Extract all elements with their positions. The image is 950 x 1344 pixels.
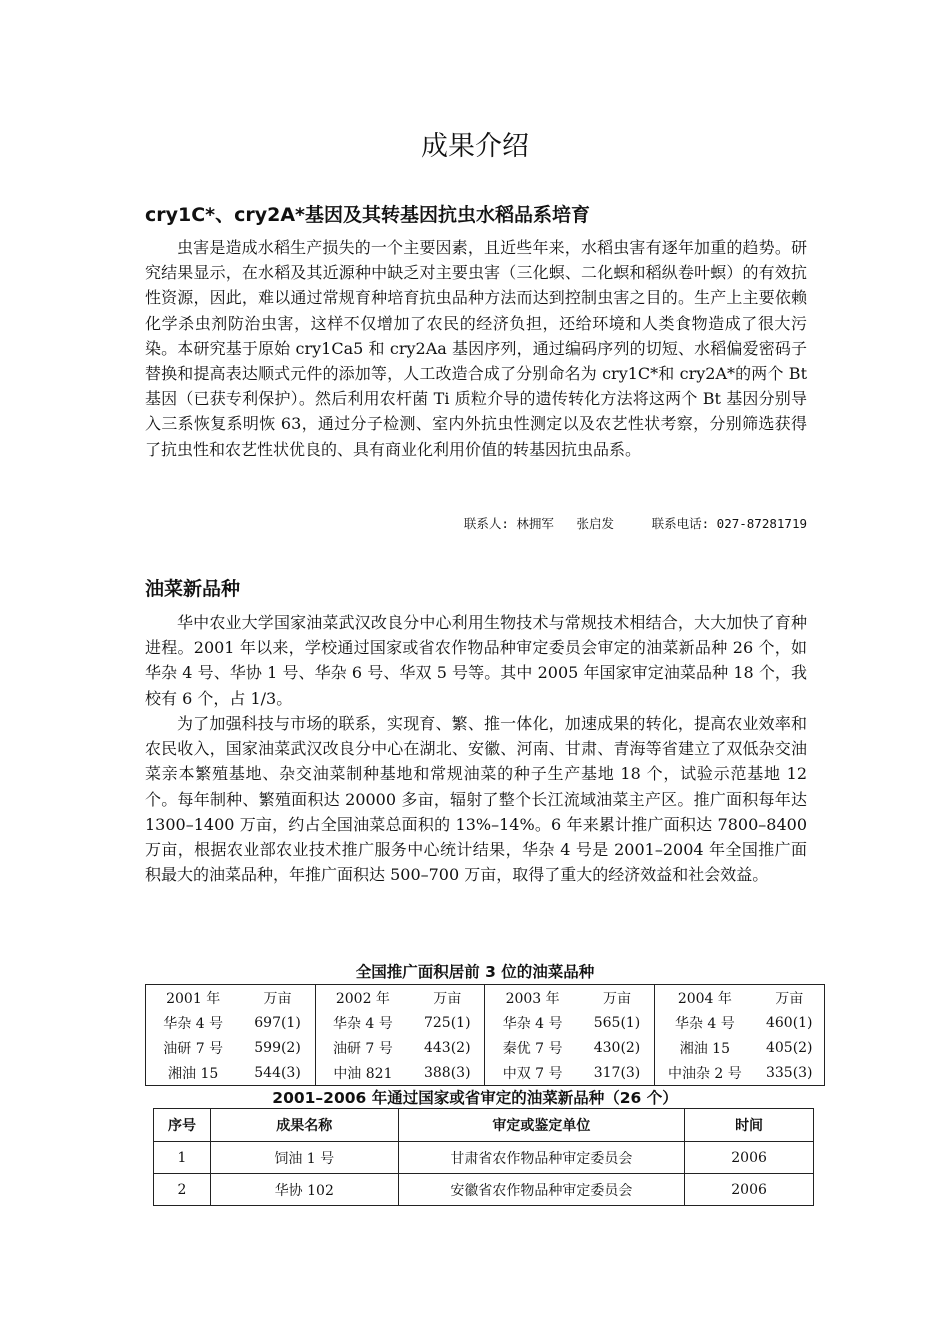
unit-label: 万亩 <box>240 985 315 1011</box>
table-row <box>154 1142 814 1174</box>
table-cell: 2 <box>154 1174 211 1206</box>
table-row <box>154 1174 814 1206</box>
variety-area: 544(3) <box>240 1060 315 1086</box>
year-label: 2002 年 <box>335 990 390 1007</box>
contact-line: 联系人: 林拥军 张启发 联系电话: 027-87281719 <box>463 516 807 531</box>
table-cell: 甘肃省农作物品种审定委员会 <box>398 1142 685 1174</box>
variety-area: 697(1) <box>240 1010 315 1035</box>
variety-name: 华杂 4 号 <box>332 1015 393 1032</box>
variety-name: 中油 821 <box>333 1065 393 1082</box>
variety-area: 388(3) <box>410 1060 485 1086</box>
variety-name: 华杂 4 号 <box>163 1015 224 1032</box>
variety-name: 油研 7 号 <box>332 1040 393 1057</box>
table-header-row <box>146 985 825 1011</box>
year-label: 2003 年 <box>505 990 560 1007</box>
unit-label: 万亩 <box>775 990 804 1007</box>
table-cell: 华协 102 <box>210 1174 398 1206</box>
table-cell: 2006 <box>685 1174 814 1206</box>
varieties-table <box>153 1108 814 1206</box>
variety-area: 430(2) <box>580 1035 655 1060</box>
rapeseed-paragraph-1: 华中农业大学国家油菜武汉改良分中心利用生物技术与常规技术相结合，大大加快了育种进程。2001 年以来，学校通过国家或省农作物品种审定委员会审定的油菜新品种 26 个，如华杂 4 号、华协 1 号、华杂 6 号、华双 5 号等。其中 2005 年国家审定油菜品种 18 个，我校有 6 个，占 1/3。 <box>145 613 807 708</box>
section-title-rice: cry1C*、cry2A*基因及其转基因抗虫水稻品系培育 <box>145 204 590 226</box>
table-row <box>146 1060 825 1086</box>
section-title-rapeseed: 油菜新品种 <box>145 578 241 600</box>
variety-name: 秦优 7 号 <box>502 1040 563 1057</box>
page-title: 成果介绍 <box>421 131 529 162</box>
variety-name: 湘油 15 <box>168 1065 219 1082</box>
rice-paragraph: 虫害是造成水稻生产损失的一个主要因素，且近些年来，水稻虫害有逐年加重的趋势。研究结果显示，在水稻及其近源种中缺乏对主要虫害（三化螟、二化螟和稻纵卷叶螟）的有效抗性资源，因此，难以通过常规育种培育抗虫品种方法而达到控制虫害之目的。生产上主要依赖化学杀虫剂防治虫害，这样不仅增加了农民的经济负担，还给环境和人类食物造成了很大污染。本研究基于原始 cry1Ca5 和 cry2Aa 基因序列，通过编码序列的切短、水稻偏爱密码子替换和提高表达顺式元件的添加等，人工改造合成了分别命名为 cry1C*和 cry2A*的两个 Bt 基因（已获专利保护）。然后利用农杆菌 Ti 质粒介导的遗传转化方法将这两个 Bt 基因分别导入三系恢复系明恢 63，通过分子检测、室内外抗虫性测定以及农艺性状考察，分别筛选获得了抗虫性和农艺性状优良的、具有商业化利用价值的转基因抗虫品系。 <box>145 238 807 459</box>
table-header-row <box>154 1109 814 1142</box>
top3-table <box>145 984 825 1086</box>
variety-name: 油研 7 号 <box>163 1040 224 1057</box>
variety-area: 565(1) <box>580 1010 655 1035</box>
top3-table-caption: 全国推广面积居前 3 位的油菜品种 <box>355 963 595 981</box>
variety-name: 华杂 4 号 <box>502 1015 563 1032</box>
column-header: 成果名称 <box>210 1109 398 1142</box>
table-cell: 1 <box>154 1142 211 1174</box>
unit-label: 万亩 <box>410 985 485 1011</box>
variety-name: 华杂 4 号 <box>674 1015 735 1032</box>
variety-area: 335(3) <box>765 1064 813 1081</box>
unit-label: 万亩 <box>580 985 655 1011</box>
variety-name: 中油杂 2 号 <box>667 1065 742 1082</box>
year-label: 2004 年 <box>677 990 732 1007</box>
table-cell: 安徽省农作物品种审定委员会 <box>398 1174 685 1206</box>
table-cell: 饲油 1 号 <box>210 1142 398 1174</box>
table-row <box>146 1035 825 1060</box>
variety-area: 599(2) <box>240 1035 315 1060</box>
variety-name: 湘油 15 <box>679 1040 730 1057</box>
variety-area: 443(2) <box>410 1035 485 1060</box>
column-header: 审定或鉴定单位 <box>398 1109 685 1142</box>
rapeseed-paragraph-2: 为了加强科技与市场的联系，实现育、繁、推一体化，加速成果的转化，提高农业效率和农民收入，国家油菜武汉改良分中心在湖北、安徽、河南、甘肃、青海等省建立了双低杂交油菜亲本繁殖基地、杂交油菜制种基地和常规油菜的种子生产基地 18 个，试验示范基地 12 个。每年制种、繁殖面积达 20000 多亩，辐射了整个长江流域油菜主产区。推广面积每年达 1300–1400 万亩，约占全国油菜总面积的 13%–14%。6 年来累计推广面积达 7800–8400 万亩，根据农业部农业技术推广服务中心统计结果，华杂 4 号是 2001–2004 年全国推广面积最大的油菜品种，年推广面积达 500–700 万亩，取得了重大的经济效益和社会效益。 <box>145 714 807 885</box>
variety-area: 460(1) <box>765 1014 813 1031</box>
variety-area: 405(2) <box>765 1039 813 1056</box>
variety-name: 中双 7 号 <box>502 1065 563 1082</box>
year-label: 2001 年 <box>166 990 221 1007</box>
column-header: 序号 <box>154 1109 211 1142</box>
variety-area: 725(1) <box>410 1010 485 1035</box>
table-row <box>146 1010 825 1035</box>
variety-area: 317(3) <box>580 1060 655 1086</box>
table-cell: 2006 <box>685 1142 814 1174</box>
column-header: 时间 <box>685 1109 814 1142</box>
varieties-table-caption: 2001–2006 年通过国家或省审定的油菜新品种（26 个） <box>272 1089 678 1107</box>
